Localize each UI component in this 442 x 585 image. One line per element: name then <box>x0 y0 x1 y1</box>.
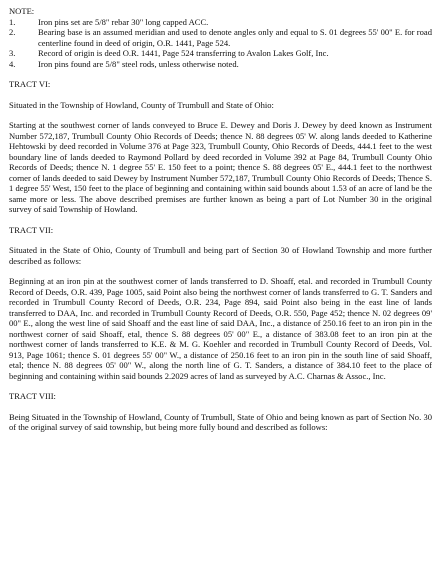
tract-viii-intro: Being Situated in the Township of Howland, County of Trumbull, State of Ohio and being known as part of Section No. 30 of the original survey of said township, but being more fully bound and described as follows: <box>9 411 432 432</box>
note-item <box>9 48 432 59</box>
note-text: Iron pins found are 5/8" steel rods, unless otherwise noted. <box>38 58 239 69</box>
tract-vii-description: Beginning at an iron pin at the southwest corner of lands transferred to D. Shoaff, etal. and recorded in Trumbull County Record of Deeds, O.R. 439, Page 1005, said Point also being the northwest corner of lands transferred to G. T. Sanders and recorded in Trumbull County Record of Deeds, O.R. 234, Page 894, said Point also being in the east line of lands transferred to DAA, Inc. and recorded in Trumbull County Record of Deeds, O.R. 550, Page 452; thence N. 02 degrees 09' 00" E., along the west line of said Shoaff and the east line of said DAA, Inc., a distance of 250.16 feet to an iron pin in the northwest corner of said Shoaff, etal, thence S. 88 degrees 05' 00" E., a distance of 383.08 feet to an iron pin at the northwest corner of lands transferred to K.E. & M. G. Koehler and recorded in Trumbull County Record of Deeds, Vol. 913, Page 1061; thence S. 01 degrees 55' 00" W., a distance of 250.16 feet to an iron pin in the south line of said Shoaff, etal; thence N. 88 degrees 05' 00" W., along the north line of G. T. Sanders, a distance of 384.10 feet to the place of beginning and containing within said bounds 2.2029 acres of land as surveyed by A.C. Charnas & Assoc., Inc. <box>9 276 432 381</box>
tract-vii-heading: TRACT VII: <box>9 224 54 235</box>
note-item <box>9 17 432 28</box>
notes-heading: NOTE: <box>9 6 35 16</box>
tract-viii-section <box>9 391 432 433</box>
note-number: 4. <box>9 58 16 69</box>
note-number: 3. <box>9 48 16 58</box>
note-text: Bearing base is an assumed meridian and used to denote angles only and equal to S. 01 degrees 55' 00" E. for road centerline found in deed of origin, O.R. 1441, Page 524. <box>38 27 432 48</box>
note-text: Record of origin is deed O.R. 1441, Page 524 transferring to Avalon Lakes Golf, Inc. <box>38 48 329 58</box>
note-text: Iron pins set are 5/8" rebar 30" long capped ACC. <box>38 16 209 27</box>
notes-list <box>9 17 432 70</box>
notes-section <box>9 6 432 69</box>
tract-vi-heading: TRACT VI: <box>9 79 51 89</box>
tract-vi-description: Starting at the southwest corner of lands conveyed to Bruce E. Dewey and Doris J. Dewey by deed known as Instrument Number 572,187, Trumbull County Ohio Records of Deeds; thence N. 88 degrees 05' W. along lands deeded to Katherine Hehtowski by deed recorded in Volume 376 at Page 323, Trumbull County, Ohio Records of Deeds, 444.1 feet to the west boundary line of lands deeded to Raymond Pollard by deed recorded in Volume 392 at Page 84, Trumbull County Ohio Records of Deeds; thence N. 1 degree 55' E. 150 feet to a point; thence S. 88 degrees 05' E., 444.1 feet to the northwest corner of lands deeded to said Dewey by Instrument Number 572,187, Trumbull County Ohio Records of Deeds; Thence S. 1 degree 55' West, 150 feet to the place of beginning and containing within said bounds about 1.53 of an acre of land be the same more or less. The above described premises are further known as being a part of Lot Number 30 in the original survey of said Township of Howland. <box>9 120 432 214</box>
tract-vii-section <box>9 225 432 382</box>
note-number: 1. <box>9 16 16 27</box>
note-number: 2. <box>9 27 16 37</box>
tract-vi-section <box>9 79 432 215</box>
note-item <box>9 27 432 48</box>
note-item <box>9 59 432 70</box>
tract-vi-intro: Situated in the Township of Howland, County of Trumbull and State of Ohio: <box>9 99 274 110</box>
tract-viii-heading: TRACT VIII: <box>9 391 56 401</box>
tract-vii-intro: Situated in the State of Ohio, County of Trumbull and being part of Section 30 of Howland Township and more further described as follows: <box>9 245 432 266</box>
